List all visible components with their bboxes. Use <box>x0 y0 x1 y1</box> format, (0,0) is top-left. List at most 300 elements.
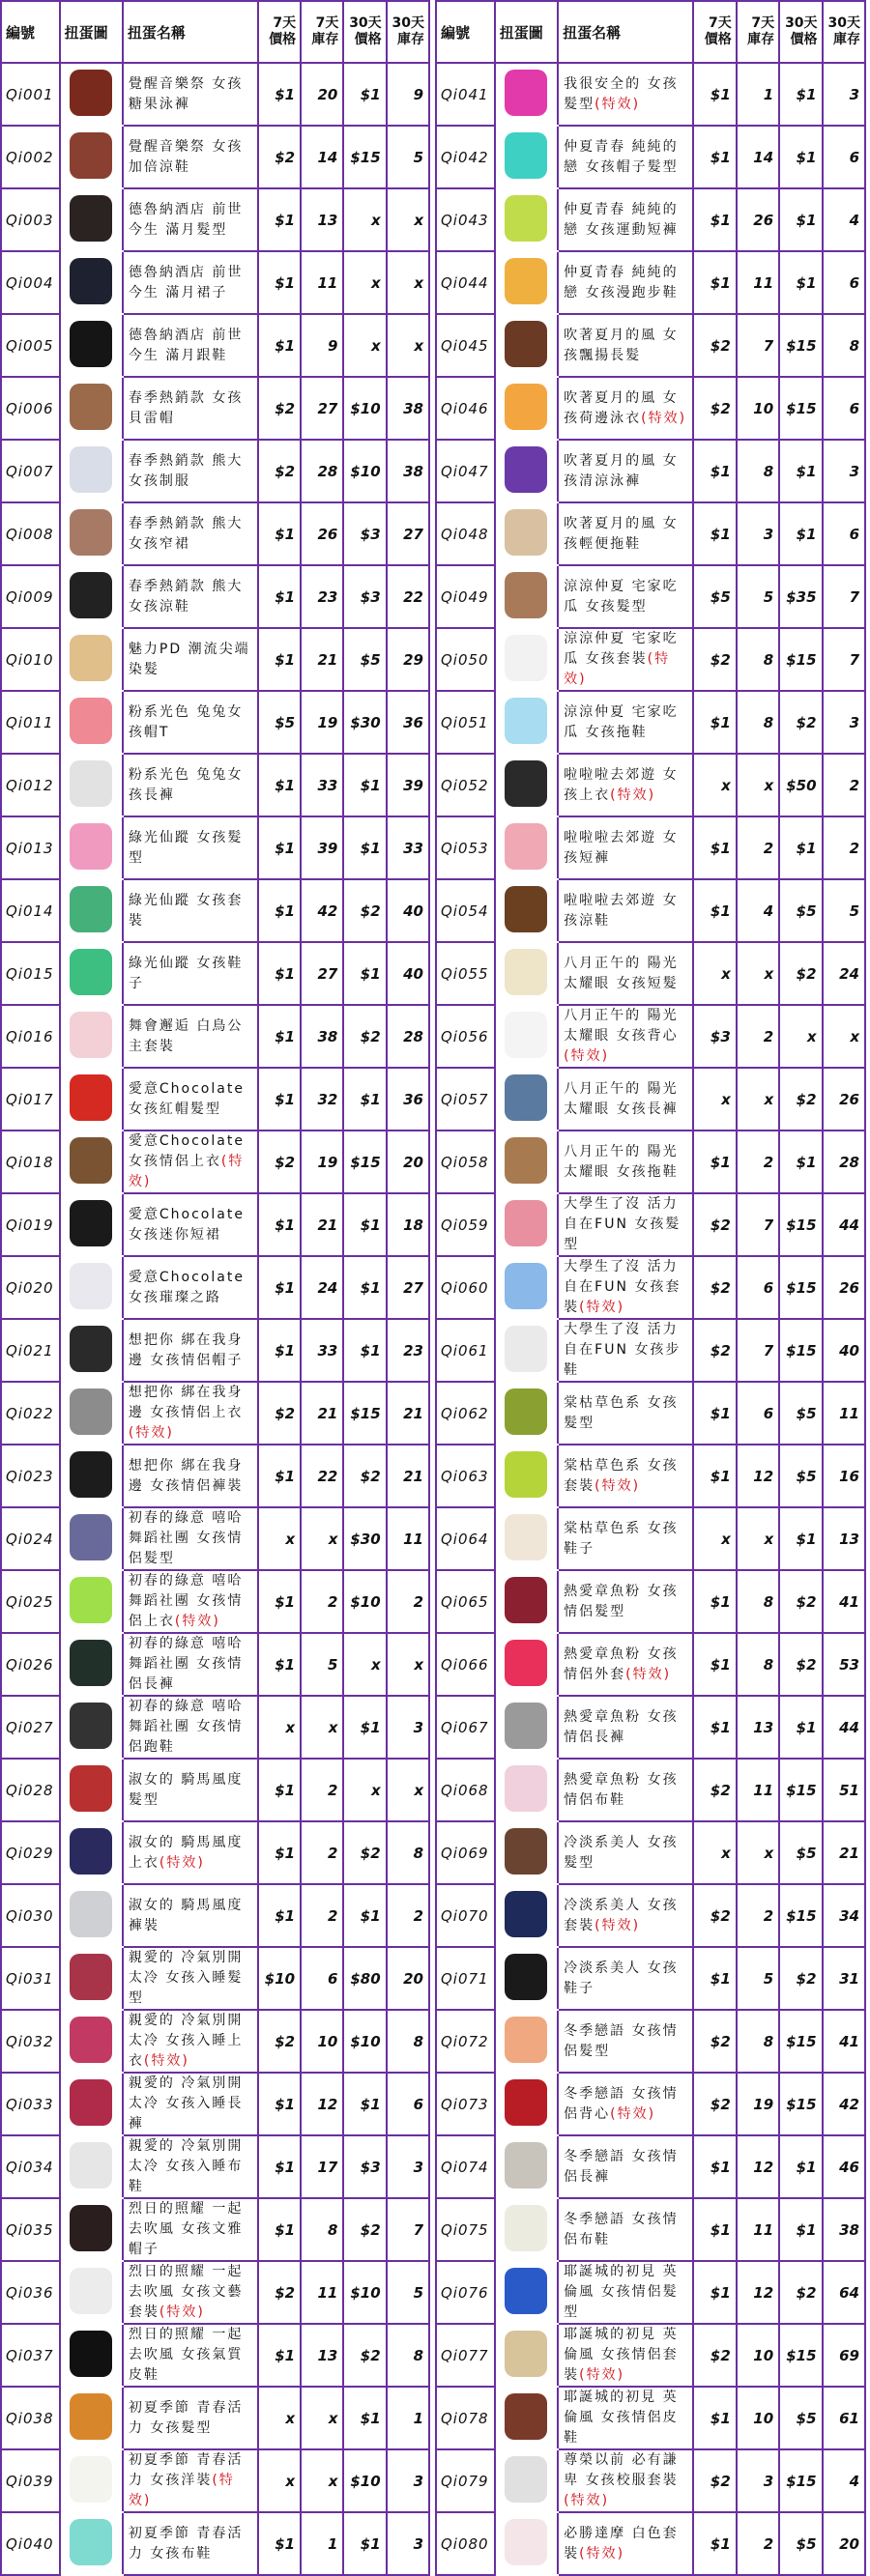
item-image-cell <box>60 502 123 565</box>
table-row <box>1 1947 429 2010</box>
effect-tag: (特效) <box>610 2105 656 2122</box>
price-30d: x <box>343 314 386 377</box>
price-7d: x <box>693 1507 736 1570</box>
stock-30d: x <box>387 251 429 314</box>
stock-7d: 19 <box>737 2073 779 2135</box>
price-7d: $1 <box>693 816 736 879</box>
gacha-item-thumbnail-icon <box>70 132 112 179</box>
stock-7d: 26 <box>737 188 779 251</box>
stock-30d: 3 <box>823 63 865 126</box>
item-image-cell <box>495 1193 558 1256</box>
price-30d: $15 <box>343 1131 386 1193</box>
gacha-item-thumbnail-icon <box>505 2519 547 2565</box>
stock-7d: 11 <box>737 251 779 314</box>
item-id: Qi056 <box>436 1005 495 1068</box>
stock-30d: 7 <box>823 628 865 691</box>
gacha-item-thumbnail-icon <box>70 2205 112 2251</box>
stock-30d: 3 <box>387 1696 429 1759</box>
price-7d: $2 <box>693 1319 736 1382</box>
price-30d: $10 <box>343 2261 386 2324</box>
table-row <box>436 1068 865 1131</box>
table-row <box>436 2073 865 2135</box>
item-name <box>558 2073 693 2135</box>
gacha-item-thumbnail-icon <box>70 70 112 116</box>
effect-tag: (特效) <box>579 1300 625 1315</box>
header-id: 編號 <box>1 1 60 63</box>
gacha-item-thumbnail-icon <box>70 258 112 304</box>
effect-tag: (特效) <box>564 1048 610 1064</box>
item-name <box>123 942 258 1005</box>
item-name-text: 棠枯草色系 女孩髮型 <box>564 1394 679 1431</box>
table-row <box>436 1256 865 1319</box>
item-id: Qi016 <box>1 1005 60 1068</box>
item-name-text: 綠光仙蹤 女孩髮型 <box>128 829 244 866</box>
item-id: Qi053 <box>436 816 495 879</box>
stock-30d: 18 <box>387 1193 429 1256</box>
table-row <box>436 1570 865 1633</box>
stock-7d: 19 <box>301 691 343 754</box>
table-row <box>1 1884 429 1947</box>
item-name-text: 粉系光色 兔兔女孩長褲 <box>128 766 244 803</box>
item-name <box>558 440 693 502</box>
item-name-text: 冬季戀語 女孩情侶髮型 <box>564 2022 679 2059</box>
item-id: Qi072 <box>436 2010 495 2073</box>
item-name <box>558 1884 693 1947</box>
stock-7d: 23 <box>301 565 343 628</box>
stock-7d: 33 <box>301 754 343 816</box>
item-image-cell <box>60 2010 123 2073</box>
item-id: Qi002 <box>1 126 60 188</box>
item-image-cell <box>60 2198 123 2261</box>
table-row <box>436 2198 865 2261</box>
price-7d: x <box>258 2387 301 2449</box>
item-id: Qi035 <box>1 2198 60 2261</box>
item-name <box>558 1696 693 1759</box>
price-30d: $1 <box>779 188 822 251</box>
stock-7d: 28 <box>301 440 343 502</box>
header-row <box>436 1 865 63</box>
item-id: Qi073 <box>436 2073 495 2135</box>
item-image-cell <box>495 2261 558 2324</box>
table-row <box>436 1633 865 1696</box>
price-30d: $2 <box>779 691 822 754</box>
item-name <box>558 1131 693 1193</box>
stock-30d: 5 <box>387 126 429 188</box>
item-name-text: 淑女的 騎馬風度 髮型 <box>128 1771 244 1808</box>
item-id: Qi033 <box>1 2073 60 2135</box>
item-name <box>123 63 258 126</box>
gacha-item-thumbnail-icon <box>505 760 547 807</box>
gacha-item-thumbnail-icon <box>70 635 112 681</box>
item-name-text: 棠枯草色系 女孩鞋子 <box>564 1520 679 1557</box>
gacha-item-thumbnail-icon <box>70 1388 112 1435</box>
stock-30d: 8 <box>387 2324 429 2387</box>
header-stock-30d: 30天 庫存 <box>387 1 429 63</box>
effect-tag: (特效) <box>579 2545 625 2562</box>
item-name-text: 親愛的 冷氣別開太冷 女孩入睡長褲 <box>128 2075 244 2132</box>
header-price-7d: 7天 價格 <box>693 1 736 63</box>
gacha-item-thumbnail-icon <box>70 1137 112 1184</box>
stock-7d: 42 <box>301 879 343 942</box>
item-id: Qi080 <box>436 2512 495 2575</box>
stock-30d: 3 <box>823 691 865 754</box>
item-name-text: 冬季戀語 女孩情侶布鞋 <box>564 2211 679 2247</box>
price-30d: $1 <box>779 502 822 565</box>
item-id: Qi007 <box>1 440 60 502</box>
price-30d: $2 <box>343 1445 386 1507</box>
item-name-text: 大學生了沒 活力自在FUN 女孩套裝 <box>564 1259 682 1315</box>
stock-30d: 21 <box>387 1445 429 1507</box>
gacha-item-thumbnail-icon <box>70 2456 112 2503</box>
price-30d: $1 <box>779 251 822 314</box>
stock-7d: 27 <box>301 942 343 1005</box>
stock-30d: 29 <box>387 628 429 691</box>
table-row <box>436 377 865 440</box>
price-7d: $1 <box>258 2135 301 2198</box>
gacha-item-thumbnail-icon <box>70 509 112 556</box>
stock-30d: 28 <box>823 1131 865 1193</box>
price-7d: x <box>693 1068 736 1131</box>
item-image-cell <box>495 2135 558 2198</box>
price-7d: $1 <box>258 1445 301 1507</box>
item-id: Qi059 <box>436 1193 495 1256</box>
item-id: Qi039 <box>1 2449 60 2512</box>
stock-7d: 2 <box>737 1005 779 1068</box>
item-image-cell <box>60 2261 123 2324</box>
item-name-text: 大學生了沒 活力自在FUN 女孩步鞋 <box>564 1322 682 1378</box>
item-name-text: 想把你 綁在我身邊 女孩情侶上衣 <box>128 1385 244 1420</box>
table-row <box>436 1445 865 1507</box>
item-name <box>558 188 693 251</box>
price-7d: $1 <box>693 2198 736 2261</box>
item-image-cell <box>60 1570 123 1633</box>
stock-30d: 27 <box>387 1256 429 1319</box>
item-image-cell <box>495 754 558 816</box>
item-name-text: 親愛的 冷氣別開太冷 女孩入睡布鞋 <box>128 2138 244 2194</box>
price-7d: $2 <box>258 126 301 188</box>
item-id: Qi048 <box>436 502 495 565</box>
price-30d: $2 <box>343 1821 386 1884</box>
stock-7d: 10 <box>737 2324 779 2387</box>
stock-7d: 20 <box>301 63 343 126</box>
item-name-text: 大學生了沒 活力自在FUN 女孩髮型 <box>564 1196 682 1252</box>
header-image: 扭蛋圖 <box>495 1 558 63</box>
item-name <box>123 2512 258 2575</box>
gacha-item-thumbnail-icon <box>505 1074 547 1121</box>
item-id: Qi058 <box>436 1131 495 1193</box>
effect-tag: (特效) <box>159 2304 205 2320</box>
table-row <box>436 440 865 502</box>
item-name-text: 熱愛章魚粉 女孩情侶布鞋 <box>564 1771 679 1808</box>
item-image-cell <box>60 565 123 628</box>
item-name <box>558 942 693 1005</box>
gacha-item-thumbnail-icon <box>505 70 547 116</box>
price-30d: $1 <box>343 754 386 816</box>
gacha-item-thumbnail-icon <box>70 2079 112 2126</box>
stock-30d: 11 <box>387 1507 429 1570</box>
price-7d: $2 <box>258 1131 301 1193</box>
stock-30d: 2 <box>823 816 865 879</box>
price-30d: $3 <box>343 502 386 565</box>
price-7d: $2 <box>693 628 736 691</box>
gacha-item-thumbnail-icon <box>505 258 547 304</box>
item-id: Qi015 <box>1 942 60 1005</box>
table-row <box>1 251 429 314</box>
stock-30d: 24 <box>823 942 865 1005</box>
item-name-text: 覺醒音樂祭 女孩 糖果泳褲 <box>128 75 244 112</box>
item-image-cell <box>495 1256 558 1319</box>
item-name <box>558 2135 693 2198</box>
item-image-cell <box>60 816 123 879</box>
price-7d: $1 <box>258 1319 301 1382</box>
item-name <box>558 565 693 628</box>
stock-7d: 12 <box>737 2135 779 2198</box>
stock-7d: 21 <box>301 1193 343 1256</box>
stock-30d: x <box>387 188 429 251</box>
stock-30d: 33 <box>387 816 429 879</box>
stock-30d: 3 <box>387 2135 429 2198</box>
stock-7d: 8 <box>301 2198 343 2261</box>
item-id: Qi036 <box>1 2261 60 2324</box>
item-id: Qi020 <box>1 1256 60 1319</box>
item-id: Qi065 <box>436 1570 495 1633</box>
price-30d: $15 <box>343 1382 386 1445</box>
item-image-cell <box>60 2073 123 2135</box>
item-name <box>123 1947 258 2010</box>
stock-7d: 17 <box>301 2135 343 2198</box>
table-row <box>1 1256 429 1319</box>
price-7d: $1 <box>258 1570 301 1633</box>
item-image-cell <box>60 314 123 377</box>
stock-30d: 41 <box>823 2010 865 2073</box>
price-30d: $15 <box>779 2449 822 2512</box>
item-image-cell <box>60 377 123 440</box>
item-name <box>558 2387 693 2449</box>
stock-30d: 31 <box>823 1947 865 2010</box>
item-name <box>558 2010 693 2073</box>
item-id: Qi049 <box>436 565 495 628</box>
stock-7d: 11 <box>301 251 343 314</box>
stock-7d: 8 <box>737 691 779 754</box>
header-row <box>1 1 429 63</box>
gacha-item-thumbnail-icon <box>70 1326 112 1372</box>
stock-7d: 2 <box>737 1884 779 1947</box>
table-row <box>1 1193 429 1256</box>
item-name <box>558 754 693 816</box>
stock-30d: 9 <box>387 63 429 126</box>
item-image-cell <box>495 1884 558 1947</box>
effect-tag: (特效) <box>174 1614 220 1629</box>
table-row <box>1 1507 429 1570</box>
price-7d: $1 <box>693 2135 736 2198</box>
stock-7d: 2 <box>301 1759 343 1821</box>
item-id: Qi023 <box>1 1445 60 1507</box>
table-row <box>436 754 865 816</box>
item-id: Qi066 <box>436 1633 495 1696</box>
item-name <box>123 1570 258 1633</box>
item-name <box>123 1068 258 1131</box>
item-name-text: 愛意Chocolate 女孩璀璨之路 <box>128 1269 245 1305</box>
table-row <box>1 628 429 691</box>
item-id: Qi064 <box>436 1507 495 1570</box>
item-name <box>558 502 693 565</box>
stock-7d: 2 <box>301 1570 343 1633</box>
stock-7d: 7 <box>737 314 779 377</box>
item-id: Qi079 <box>436 2449 495 2512</box>
stock-30d: 22 <box>387 565 429 628</box>
item-name <box>123 377 258 440</box>
item-name-text: 魅力PD 潮流尖端染髮 <box>128 641 250 677</box>
table-row <box>436 1821 865 1884</box>
stock-30d: 69 <box>823 2324 865 2387</box>
gacha-item-thumbnail-icon <box>70 2393 112 2440</box>
item-image-cell <box>60 2449 123 2512</box>
stock-7d: x <box>737 942 779 1005</box>
item-name-text: 春季熱銷款 女孩貝雷帽 <box>128 389 244 426</box>
item-id: Qi025 <box>1 1570 60 1633</box>
price-30d: $80 <box>343 1947 386 2010</box>
price-7d: $3 <box>693 1005 736 1068</box>
stock-30d: 6 <box>823 502 865 565</box>
stock-30d: 8 <box>823 314 865 377</box>
item-name <box>123 816 258 879</box>
price-30d: $2 <box>343 1005 386 1068</box>
gacha-item-thumbnail-icon <box>505 2142 547 2189</box>
table-row <box>1 1068 429 1131</box>
gacha-item-thumbnail-icon <box>505 2017 547 2063</box>
table-row <box>436 2387 865 2449</box>
table-row <box>1 440 429 502</box>
stock-30d: 3 <box>823 440 865 502</box>
item-id: Qi009 <box>1 565 60 628</box>
price-7d: $1 <box>258 628 301 691</box>
price-30d: $1 <box>779 440 822 502</box>
price-7d: x <box>693 942 736 1005</box>
gacha-item-thumbnail-icon <box>70 1577 112 1623</box>
item-name <box>558 1821 693 1884</box>
stock-7d: 19 <box>301 1131 343 1193</box>
gacha-item-thumbnail-icon <box>70 1891 112 1937</box>
item-id: Qi038 <box>1 2387 60 2449</box>
item-image-cell <box>495 1131 558 1193</box>
item-name-text: 初夏季節 青春活力 女孩洋裝 <box>128 2452 244 2488</box>
table-row <box>1 502 429 565</box>
item-id: Qi034 <box>1 2135 60 2198</box>
stock-30d: 2 <box>387 1570 429 1633</box>
stock-7d: 8 <box>737 1570 779 1633</box>
item-name-text: 愛意Chocolate 女孩紅帽髮型 <box>128 1080 245 1117</box>
header-stock-7d: 7天 庫存 <box>737 1 779 63</box>
item-id: Qi054 <box>436 879 495 942</box>
item-image-cell <box>60 440 123 502</box>
item-name <box>123 754 258 816</box>
item-name-text: 舞會邂逅 白鳥公主套裝 <box>128 1017 244 1054</box>
item-name <box>558 2198 693 2261</box>
gacha-item-thumbnail-icon <box>70 1200 112 1246</box>
price-7d: $2 <box>258 2261 301 2324</box>
stock-7d: x <box>737 1068 779 1131</box>
stock-30d: x <box>387 314 429 377</box>
table-row <box>436 1319 865 1382</box>
price-7d: $2 <box>693 1884 736 1947</box>
item-image-cell <box>60 251 123 314</box>
item-name <box>123 1319 258 1382</box>
item-name-text: 愛意Chocolate 女孩情侶上衣 <box>128 1133 245 1169</box>
item-image-cell <box>60 1884 123 1947</box>
item-image-cell <box>495 1821 558 1884</box>
item-name-text: 綠光仙蹤 女孩套裝 <box>128 892 244 929</box>
table-row <box>436 2449 865 2512</box>
item-image-cell <box>495 251 558 314</box>
effect-tag: (特效) <box>128 2473 235 2508</box>
item-name <box>558 377 693 440</box>
table-row <box>1 1570 429 1633</box>
item-image-cell <box>495 879 558 942</box>
item-name <box>558 1068 693 1131</box>
price-30d: $1 <box>779 2198 822 2261</box>
price-7d: $2 <box>693 1759 736 1821</box>
item-name-text: 春季熱銷款 熊大女孩窄裙 <box>128 515 244 552</box>
price-30d: $5 <box>779 2387 822 2449</box>
item-name <box>123 1445 258 1507</box>
stock-30d: 36 <box>387 691 429 754</box>
price-30d: $1 <box>779 63 822 126</box>
price-30d: $3 <box>343 565 386 628</box>
item-image-cell <box>495 1570 558 1633</box>
item-name <box>558 1193 693 1256</box>
stock-7d: 12 <box>737 1445 779 1507</box>
table-row <box>1 1696 429 1759</box>
price-30d: $15 <box>779 1759 822 1821</box>
stock-7d: 10 <box>737 377 779 440</box>
item-image-cell <box>60 1445 123 1507</box>
item-image-cell <box>60 126 123 188</box>
item-name <box>558 1570 693 1633</box>
price-7d: $2 <box>258 377 301 440</box>
item-image-cell <box>495 565 558 628</box>
gacha-item-thumbnail-icon <box>70 1703 112 1749</box>
stock-7d: 5 <box>301 1633 343 1696</box>
item-image-cell <box>495 502 558 565</box>
table-row <box>1 63 429 126</box>
item-name-text: 吹著夏月的風 女孩輕便拖鞋 <box>564 515 679 552</box>
table-row <box>436 251 865 314</box>
gacha-item-thumbnail-icon <box>70 2268 112 2314</box>
item-name <box>558 63 693 126</box>
stock-7d: 5 <box>737 565 779 628</box>
stock-30d: 27 <box>387 502 429 565</box>
item-name-text: 烈日的照耀 一起去吹風 女孩氣質皮鞋 <box>128 2327 244 2383</box>
gacha-item-thumbnail-icon <box>505 1137 547 1184</box>
item-image-cell <box>495 1947 558 2010</box>
stock-7d: x <box>737 754 779 816</box>
table-row <box>436 2135 865 2198</box>
item-name-text: 親愛的 冷氣別開太冷 女孩入睡髮型 <box>128 1950 244 2006</box>
item-name-text: 想把你 綁在我身邊 女孩情侶褲裝 <box>128 1457 244 1494</box>
stock-7d: 2 <box>737 2512 779 2575</box>
item-name-text: 必勝達摩 白色套裝 <box>564 2525 679 2562</box>
price-7d: $1 <box>693 251 736 314</box>
effect-tag: (特效) <box>641 410 687 426</box>
item-id: Qi013 <box>1 816 60 879</box>
effect-tag: (特效) <box>625 1666 672 1682</box>
price-7d: $1 <box>693 2261 736 2324</box>
stock-30d: 51 <box>823 1759 865 1821</box>
price-7d: $1 <box>258 1633 301 1696</box>
item-id: Qi057 <box>436 1068 495 1131</box>
gacha-item-thumbnail-icon <box>505 2456 547 2503</box>
item-image-cell <box>495 1445 558 1507</box>
